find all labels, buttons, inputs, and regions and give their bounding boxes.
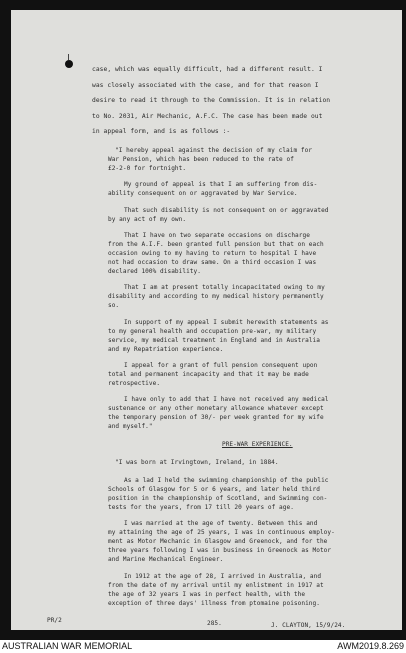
- text-line: by any act of my own.: [108, 216, 187, 223]
- text-line: That such disability is not consequent on or aggravated: [124, 207, 329, 214]
- text-line: the temporary pension of 30/- per week granted for my wife: [108, 414, 324, 421]
- text-line: As a lad I held the swimming championship of the public: [124, 477, 329, 484]
- signature-date: J. CLAYTON, 15/9/24.: [271, 622, 346, 629]
- text-line: from the A.I.F. been granted full pension but that on each: [108, 241, 324, 248]
- text-line: to No. 2031, Air Mechanic, A.F.C. The case has been made out: [92, 113, 323, 120]
- text-line: and Marine Mechanical Engineer.: [108, 556, 224, 563]
- text-line: service, my medical treatment in England and in Australia: [108, 337, 320, 344]
- text-line: exception of three days' illness from ptomaine poisoning.: [108, 600, 320, 607]
- text-line: ability consequent on or aggravated by War Service.: [108, 190, 298, 197]
- text-line: War Pension, which has been reduced to the rate of: [108, 156, 294, 163]
- text-line: Schools of Glasgow for 5 or 6 years, and later held third: [108, 486, 320, 493]
- text-line: my attaining the age of 25 years, I was in continuous employ-: [108, 529, 335, 536]
- text-line: declared 100% disability.: [108, 268, 201, 275]
- text-line: "I hereby appeal against the decision of my claim for: [115, 147, 313, 154]
- text-line: I have only to add that I have not received any medical: [124, 396, 329, 403]
- text-line: I was married at the age of twenty. Between this and: [124, 520, 318, 527]
- text-line: was closely associated with the case, and for that reason I: [92, 82, 319, 89]
- text-line: ment as Motor Mechanic in Glasgow and Greenock, and for the: [108, 538, 328, 545]
- text-line: the age of 32 years I was in perfect health, with the: [108, 591, 306, 598]
- text-line: and myself.": [108, 423, 153, 430]
- text-line: In support of my appeal I submit herewith statements as: [124, 319, 329, 326]
- document-page: [11, 10, 402, 630]
- text-line: disability and according to my medical history permanently: [108, 293, 324, 300]
- text-line: sustenance or any other monetary allowance whatever except: [108, 405, 324, 412]
- archive-name: AUSTRALIAN WAR MEMORIAL: [2, 641, 133, 651]
- text-line: to my general health and occupation pre-war, my military: [108, 328, 317, 335]
- punch-hole: [65, 60, 73, 68]
- text-line: and my Repatriation experience.: [108, 346, 224, 353]
- text-line: That I am at present totally incapacitated owing to my: [124, 284, 325, 291]
- text-line: occasion owing to my having to return to hospital I have: [108, 250, 317, 257]
- page-number: 285.: [207, 620, 222, 627]
- item-id: AWM2019.8.269: [337, 641, 404, 651]
- section-heading: PRE-WAR EXPERIENCE.: [222, 441, 293, 448]
- text-line: retrospective.: [108, 380, 161, 387]
- text-line: in appeal form, and is as follows :-: [92, 128, 231, 135]
- caption-bar: [0, 640, 406, 653]
- text-line: not had occasion to draw same. On a third occasion I was: [108, 259, 317, 266]
- text-line: position in the championship of Scotland, and Swimming con-: [108, 495, 328, 502]
- text-line: That I have on two separate occasions on discharge: [124, 232, 310, 239]
- text-line: total and permanent incapacity and that it may be made: [108, 371, 309, 378]
- text-line: tests for the years, from 17 till 20 years of age.: [108, 504, 294, 511]
- text-line: In 1912 at the age of 28, I arrived in Australia, and: [124, 573, 322, 580]
- text-line: I appeal for a grant of full pension consequent upon: [124, 362, 318, 369]
- text-line: desire to read it through to the Commission. It is in relation: [92, 97, 331, 104]
- text-line: three years following I was in business in Greenock as Motor: [108, 547, 332, 554]
- text-line: "I was born at Irvingtown, Ireland, in 1884.: [115, 459, 279, 466]
- text-line: case, which was equally difficult, had a different result. I: [92, 66, 323, 73]
- reference-code: PR/2: [47, 617, 62, 624]
- text-line: from the date of my arrival until my enlistment in 1917 at: [108, 582, 324, 589]
- text-line: My ground of appeal is that I am suffering from dis-: [124, 181, 318, 188]
- text-line: so.: [108, 302, 120, 309]
- text-line: £2-2-0 for fortnight.: [108, 165, 187, 172]
